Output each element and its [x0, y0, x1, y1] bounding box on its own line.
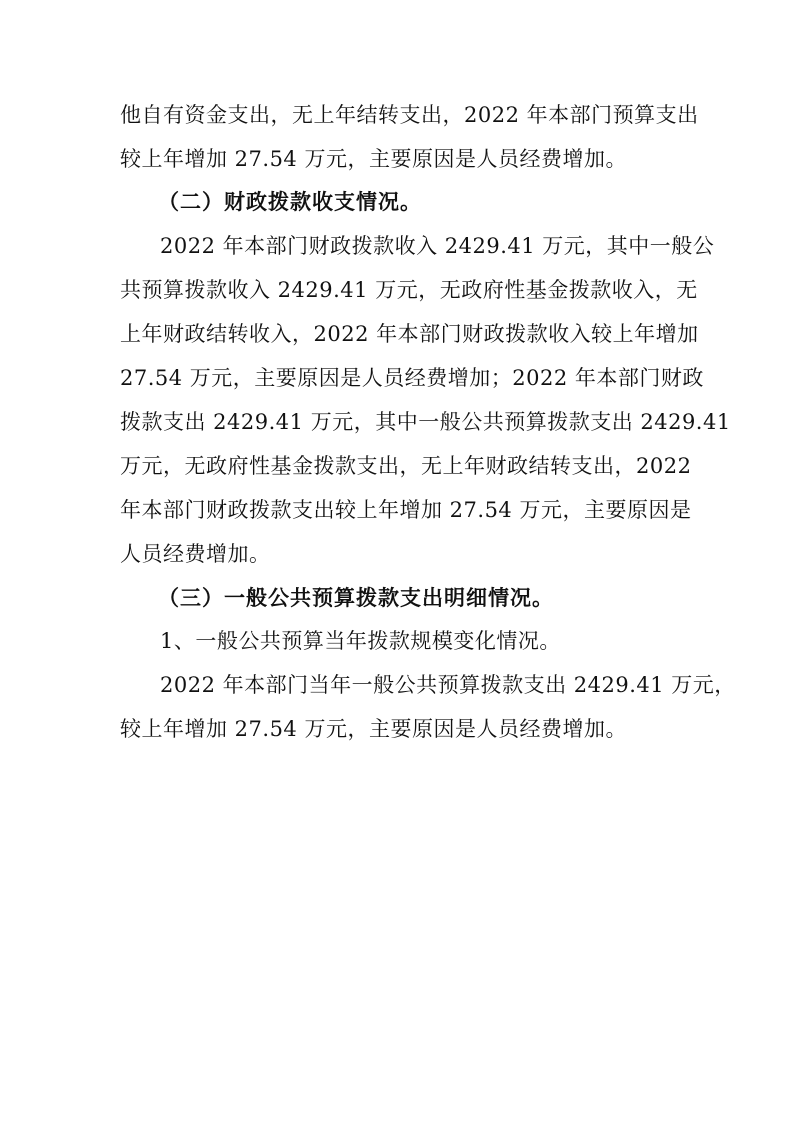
body-text-line: 较上年增加 27.54 万元，主要原因是人员经费增加。 — [120, 717, 627, 741]
body-text-line: 上年财政结转收入，2022 年本部门财政拨款收入较上年增加 — [120, 322, 699, 346]
body-text-line: 27.54 万元，主要原因是人员经费增加；2022 年本部门财政 — [120, 366, 704, 390]
body-text-line: 他自有资金支出，无上年结转支出，2022 年本部门预算支出 — [120, 103, 699, 127]
section-heading: （三）一般公共预算拨款支出明细情况。 — [158, 585, 554, 610]
body-text-line: 共预算拨款收入 2429.41 万元，无政府性基金拨款收入，无 — [120, 278, 698, 302]
section-heading: （二）财政拨款收支情况。 — [158, 189, 422, 214]
body-text-line: 2022 年本部门当年一般公共预算拨款支出 2429.41 万元， — [160, 673, 736, 697]
body-text-line: 万元，无政府性基金拨款支出，无上年财政结转支出，2022 — [120, 454, 692, 478]
body-text-line: 人员经费增加。 — [120, 542, 271, 566]
body-text-line: 较上年增加 27.54 万元，主要原因是人员经费增加。 — [120, 147, 627, 171]
body-text-line: 年本部门财政拨款支出较上年增加 27.54 万元，主要原因是 — [120, 498, 692, 522]
body-text-line: 拨款支出 2429.41 万元，其中一般公共预算拨款支出 2429.41 — [120, 410, 731, 434]
subsection-heading: 1、一般公共预算当年拨款规模变化情况。 — [160, 629, 561, 653]
body-text-line: 2022 年本部门财政拨款收入 2429.41 万元，其中一般公 — [160, 234, 715, 258]
